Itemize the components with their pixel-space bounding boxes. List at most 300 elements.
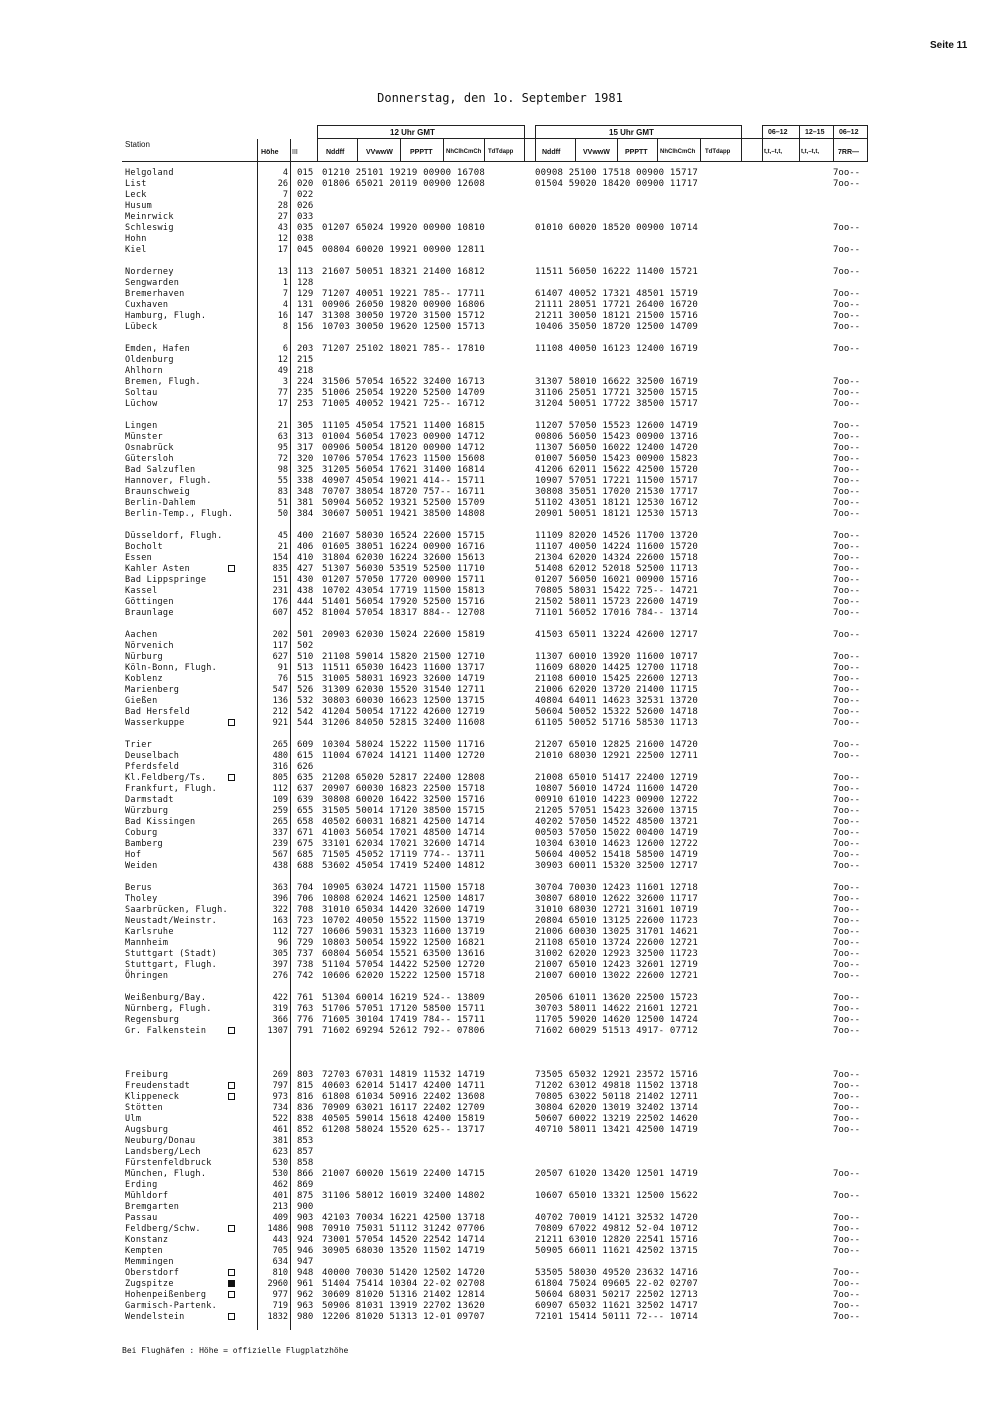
station-name: Nürburg	[125, 652, 163, 662]
station-name: Regensburg	[125, 1015, 180, 1025]
station-number: 742	[297, 971, 314, 981]
station-number: 704	[297, 883, 314, 893]
station-number: 908	[297, 1224, 314, 1234]
station-height: 91	[277, 663, 288, 673]
station-number: 761	[297, 993, 314, 1003]
station-number: 727	[297, 927, 314, 937]
header-06-12: 06–12	[768, 129, 788, 136]
station-number: 866	[297, 1169, 314, 1179]
observation-12utc: 40505 59014 15618 42400 15819	[322, 1114, 485, 1124]
station-height: 269	[272, 1070, 288, 1080]
precip-group: 7oo--	[833, 1290, 861, 1300]
station-name: Trier	[125, 740, 153, 750]
observation-15utc: 21211 30050 18121 21500 15716	[535, 311, 698, 321]
station-height: 136	[272, 696, 288, 706]
observation-15utc: 61105 50052 51716 58530 11713	[535, 718, 698, 728]
header-12-td: TdTdapp	[488, 149, 514, 155]
station-name: Gießen	[125, 696, 158, 706]
station-name: Münster	[125, 432, 163, 442]
observation-15utc: 71101 56052 17016 784-- 13714	[535, 608, 698, 618]
observation-12utc: 51401 56054 17920 52500 15716	[322, 597, 485, 607]
station-name: Aachen	[125, 630, 158, 640]
sep-12-b	[400, 139, 401, 162]
station-name: Hamburg, Flugh.	[125, 311, 207, 321]
station-name: Bremerhaven	[125, 289, 185, 299]
station-number: 020	[297, 179, 314, 189]
station-number: 637	[297, 784, 314, 794]
station-name: Erding	[125, 1180, 158, 1190]
station-height: 17	[277, 399, 288, 409]
station-name: Garmisch-Partenk.	[125, 1301, 218, 1311]
precip-group: 7oo--	[833, 608, 861, 618]
header-hoehe: Höhe	[261, 149, 279, 156]
precip-group: 7oo--	[833, 685, 861, 695]
observation-12utc: 70910 75031 51112 31242 07706	[322, 1224, 485, 1234]
station-name: Meinrwick	[125, 212, 174, 222]
station-number: 738	[297, 960, 314, 970]
station-number: 320	[297, 454, 314, 464]
station-height: 63	[277, 432, 288, 442]
observation-12utc: 71605 30104 17419 784-- 15711	[322, 1015, 485, 1025]
station-height: 21	[277, 421, 288, 431]
precip-group: 7oo--	[833, 1213, 861, 1223]
station-number: 838	[297, 1114, 314, 1124]
station-number: 532	[297, 696, 314, 706]
footnote: Bei Flughäfen : Höhe = offizielle Flugplatzhöhe	[122, 1346, 349, 1355]
station-number: 203	[297, 344, 314, 354]
station-height: 422	[272, 993, 288, 1003]
precip-group: 7oo--	[833, 465, 861, 475]
sep-15-right	[741, 125, 742, 162]
square-icon	[228, 565, 235, 572]
sep-trend-a	[799, 125, 800, 162]
station-height: 705	[272, 1246, 288, 1256]
observation-15utc: 70805 58031 15422 725-- 14721	[535, 586, 698, 596]
station-height: 7	[282, 289, 288, 299]
observation-12utc: 11004 67024 14121 11400 12720	[322, 751, 485, 761]
station-height: 55	[277, 476, 288, 486]
station-height: 117	[272, 641, 288, 651]
station-name: Weißenburg/Bay.	[125, 993, 207, 1003]
observation-15utc: 21007 65010 12423 32601 12719	[535, 960, 698, 970]
station-name: Bad Salzuflen	[125, 465, 196, 475]
observation-12utc: 41003 56054 17021 48500 14714	[322, 828, 485, 838]
station-name: Coburg	[125, 828, 158, 838]
station-number: 858	[297, 1158, 314, 1168]
station-number: 131	[297, 300, 314, 310]
station-number: 708	[297, 905, 314, 915]
observation-15utc: 20507 61020 13420 12501 14719	[535, 1169, 698, 1179]
station-name: Köln-Bonn, Flugh.	[125, 663, 218, 673]
precip-group: 7oo--	[833, 300, 861, 310]
station-name: Augsburg	[125, 1125, 169, 1135]
station-name: Osnabrück	[125, 443, 174, 453]
precip-group: 7oo--	[833, 344, 861, 354]
station-height: 530	[272, 1158, 288, 1168]
precip-group: 7oo--	[833, 1026, 861, 1036]
observation-12utc: 72703 67031 14819 11532 14719	[322, 1070, 485, 1080]
station-number: 253	[297, 399, 314, 409]
precip-group: 7oo--	[833, 751, 861, 761]
station-number: 400	[297, 531, 314, 541]
observation-12utc: 20907 60030 16823 22500 15718	[322, 784, 485, 794]
observation-12utc: 51307 56030 53519 52500 11710	[322, 564, 485, 574]
precip-group: 7oo--	[833, 883, 861, 893]
station-height: 28	[277, 201, 288, 211]
page-number: Seite 11	[930, 40, 968, 51]
observation-12utc: 10905 63024 14721 11500 15718	[322, 883, 485, 893]
station-height: 77	[277, 388, 288, 398]
station-number: 639	[297, 795, 314, 805]
square-icon	[228, 1269, 235, 1276]
station-height: 634	[272, 1257, 288, 1267]
precip-group: 7oo--	[833, 575, 861, 585]
station-height: 623	[272, 1147, 288, 1157]
precip-group: 7oo--	[833, 553, 861, 563]
station-number: 948	[297, 1268, 314, 1278]
station-name: Öhringen	[125, 971, 169, 981]
station-name: List	[125, 179, 147, 189]
filled-square-icon	[228, 1280, 235, 1287]
precip-group: 7oo--	[833, 1268, 861, 1278]
station-number: 675	[297, 839, 314, 849]
observation-15utc: 41206 62011 15622 42500 15720	[535, 465, 698, 475]
precip-group: 7oo--	[833, 773, 861, 783]
station-number: 438	[297, 586, 314, 596]
sep-12-right	[524, 125, 525, 162]
observation-12utc: 30803 60030 16623 12500 13715	[322, 696, 485, 706]
station-height: 397	[272, 960, 288, 970]
station-height: 202	[272, 630, 288, 640]
station-name: Feldberg/Schw.	[125, 1224, 201, 1234]
station-name: Stötten	[125, 1103, 163, 1113]
station-name: Bad Lippspringe	[125, 575, 207, 585]
observation-15utc: 21007 60010 13022 22600 12721	[535, 971, 698, 981]
station-height: 810	[272, 1268, 288, 1278]
observation-12utc: 10304 58024 15222 11500 11716	[322, 740, 485, 750]
header-group-15: 15 Uhr GMT	[609, 128, 654, 137]
station-height: 151	[272, 575, 288, 585]
station-height: 72	[277, 454, 288, 464]
precip-group: 7oo--	[833, 1169, 861, 1179]
precip-group: 7oo--	[833, 509, 861, 519]
station-height: 443	[272, 1235, 288, 1245]
observation-15utc: 71602 60029 51513 4917- 07712	[535, 1026, 698, 1036]
header-group-12: 12 Uhr GMT	[390, 128, 435, 137]
observation-15utc: 21006 60030 13025 31701 14621	[535, 927, 698, 937]
station-name: Würzburg	[125, 806, 169, 816]
header-rule-bottom	[122, 161, 867, 162]
station-height: 797	[272, 1081, 288, 1091]
station-name: Bad Kissingen	[125, 817, 196, 827]
station-number: 430	[297, 575, 314, 585]
precip-group: 7oo--	[833, 795, 861, 805]
station-name: Braunlage	[125, 608, 174, 618]
station-name: Gr. Falkenstein	[125, 1026, 207, 1036]
station-name: Weiden	[125, 861, 158, 871]
station-number: 763	[297, 1004, 314, 1014]
station-name: Kl.Feldberg/Ts.	[125, 773, 207, 783]
station-name: Braunschweig	[125, 487, 191, 497]
precip-group: 7oo--	[833, 894, 861, 904]
precip-group: 7oo--	[833, 1312, 861, 1322]
precip-group: 7oo--	[833, 267, 861, 277]
station-number: 947	[297, 1257, 314, 1267]
station-height: 95	[277, 443, 288, 453]
precip-group: 7oo--	[833, 1004, 861, 1014]
precip-group: 7oo--	[833, 476, 861, 486]
station-number: 502	[297, 641, 314, 651]
header-15-vvwww: VVwwW	[583, 149, 610, 156]
station-height: 719	[272, 1301, 288, 1311]
station-number: 384	[297, 509, 314, 519]
precip-group: 7oo--	[833, 784, 861, 794]
station-height: 27	[277, 212, 288, 222]
station-name: Wasserkuppe	[125, 718, 185, 728]
station-number: 128	[297, 278, 314, 288]
observation-15utc: 21108 60010 15425 22600 12713	[535, 674, 698, 684]
station-name: Mannheim	[125, 938, 169, 948]
precip-group: 7oo--	[833, 245, 861, 255]
observation-12utc: 31010 65034 14420 32600 14719	[322, 905, 485, 915]
observation-12utc: 01210 25101 19219 00900 16708	[322, 168, 485, 178]
station-name: Stuttgart (Stadt)	[125, 949, 218, 959]
observation-12utc: 71505 45052 17119 774-- 13711	[322, 850, 485, 860]
observation-12utc: 30607 50051 19421 38500 14808	[322, 509, 485, 519]
header-12-nh: NhClhCmCh	[446, 149, 482, 155]
station-number: 803	[297, 1070, 314, 1080]
top-rule-12	[317, 125, 524, 126]
station-number: 655	[297, 806, 314, 816]
observation-15utc: 00908 25100 17518 00900 15717	[535, 168, 698, 178]
station-height: 17	[277, 245, 288, 255]
observation-15utc: 10304 63010 14623 12600 12722	[535, 839, 698, 849]
station-name: Schleswig	[125, 223, 174, 233]
station-height: 409	[272, 1213, 288, 1223]
station-height: 401	[272, 1191, 288, 1201]
precip-group: 7oo--	[833, 718, 861, 728]
observation-12utc: 51006 25054 19220 52500 14709	[322, 388, 485, 398]
station-height: 805	[272, 773, 288, 783]
station-name: Bocholt	[125, 542, 163, 552]
station-name: Soltau	[125, 388, 158, 398]
station-height: 112	[272, 927, 288, 937]
station-number: 113	[297, 267, 314, 277]
observation-12utc: 71602 69294 52612 792-- 07806	[322, 1026, 485, 1036]
station-name: Frankfurt, Flugh.	[125, 784, 218, 794]
station-name: Hohenpeißenberg	[125, 1290, 207, 1300]
top-rule-trend	[762, 125, 867, 126]
station-name: Cuxhaven	[125, 300, 169, 310]
observation-12utc: 10803 50054 15922 12500 16821	[322, 938, 485, 948]
precip-group: 7oo--	[833, 927, 861, 937]
station-number: 406	[297, 542, 314, 552]
square-icon	[228, 719, 235, 726]
observation-15utc: 10907 57051 17221 11500 15717	[535, 476, 698, 486]
station-number: 900	[297, 1202, 314, 1212]
observation-15utc: 40702 70019 14121 32532 14720	[535, 1213, 698, 1223]
observation-15utc: 51102 43051 18121 12530 16712	[535, 498, 698, 508]
observation-12utc: 70909 63021 16117 22402 12709	[322, 1103, 485, 1113]
observation-12utc: 30905 68030 13520 11502 14719	[322, 1246, 485, 1256]
observation-15utc: 21207 65010 12825 21600 14720	[535, 740, 698, 750]
observation-12utc: 00804 60020 19921 00900 12811	[322, 245, 485, 255]
observation-12utc: 20903 62030 15024 22600 15819	[322, 630, 485, 640]
observation-12utc: 00906 50054 18120 00900 14712	[322, 443, 485, 453]
header-15-nddff: Nddff	[542, 149, 561, 156]
observation-12utc: 71005 40052 19421 725-- 16712	[322, 399, 485, 409]
observation-12utc: 40603 62014 51417 42400 14711	[322, 1081, 485, 1091]
precip-group: 7oo--	[833, 652, 861, 662]
station-number: 317	[297, 443, 314, 453]
observation-12utc: 31206 84050 52815 32400 11608	[322, 718, 485, 728]
precip-group: 7oo--	[833, 960, 861, 970]
precip-group: 7oo--	[833, 1081, 861, 1091]
precip-group: 7oo--	[833, 971, 861, 981]
header-12-nddff: Nddff	[326, 149, 345, 156]
observation-12utc: 21007 60020 15619 22400 14715	[322, 1169, 485, 1179]
station-name: Kassel	[125, 586, 158, 596]
station-height: 547	[272, 685, 288, 695]
observation-12utc: 53602 45054 17419 52400 14812	[322, 861, 485, 871]
observation-12utc: 70707 38054 18720 757-- 16711	[322, 487, 485, 497]
station-name: Lübeck	[125, 322, 158, 332]
station-number: 609	[297, 740, 314, 750]
station-number: 313	[297, 432, 314, 442]
station-name: Freudenstadt	[125, 1081, 191, 1091]
sep-trend-right	[867, 125, 868, 162]
station-name: Norderney	[125, 267, 174, 277]
station-name: Berlin-Temp., Flugh.	[125, 509, 234, 519]
precip-group: 7oo--	[833, 674, 861, 684]
observation-15utc: 72101 15414 50111 72--- 10714	[535, 1312, 698, 1322]
observation-12utc: 31804 62030 16224 32600 15613	[322, 553, 485, 563]
station-number: 962	[297, 1290, 314, 1300]
station-number: 526	[297, 685, 314, 695]
observation-12utc: 21607 58030 16524 22600 15715	[322, 531, 485, 541]
station-name: Ahlhorn	[125, 366, 163, 376]
header-t2: t,t,–t,t,	[801, 149, 819, 155]
observation-15utc: 21010 68030 12921 22500 12711	[535, 751, 698, 761]
station-name: Husum	[125, 201, 153, 211]
observation-15utc: 11609 68020 14425 12700 11718	[535, 663, 698, 673]
station-number: 791	[297, 1026, 314, 1036]
station-height: 462	[272, 1180, 288, 1190]
precip-group: 7oo--	[833, 1070, 861, 1080]
station-height: 13	[277, 267, 288, 277]
sep-12-left	[317, 125, 318, 162]
header-06-12b: 06–12	[839, 129, 859, 136]
observation-15utc: 61804 75024 09605 22-02 02707	[535, 1279, 698, 1289]
observation-15utc: 31204 50051 17722 38500 15717	[535, 399, 698, 409]
precip-group: 7oo--	[833, 542, 861, 552]
observation-15utc: 20804 65010 13125 22600 11723	[535, 916, 698, 926]
station-number: 022	[297, 190, 314, 200]
station-number: 924	[297, 1235, 314, 1245]
observation-12utc: 33101 62034 17021 32600 14714	[322, 839, 485, 849]
observation-15utc: 21108 65010 13724 22600 12721	[535, 938, 698, 948]
precip-group: 7oo--	[833, 663, 861, 673]
station-height: 977	[272, 1290, 288, 1300]
precip-group: 7oo--	[833, 498, 861, 508]
station-height: 305	[272, 949, 288, 959]
observation-15utc: 70809 67022 49812 52-04 10712	[535, 1224, 698, 1234]
station-name: Ulm	[125, 1114, 142, 1124]
header-12-pppp: PPPTT	[410, 149, 433, 156]
station-height: 21	[277, 542, 288, 552]
station-number: 325	[297, 465, 314, 475]
precip-group: 7oo--	[833, 1279, 861, 1289]
observation-12utc: 51304 60014 16219 524-- 13809	[322, 993, 485, 1003]
header-12-15: 12–15	[805, 129, 825, 136]
station-name: Nörvenich	[125, 641, 174, 651]
sep-12-d	[484, 139, 485, 162]
station-name: Oberstdorf	[125, 1268, 180, 1278]
station-number: 815	[297, 1081, 314, 1091]
station-number: 235	[297, 388, 314, 398]
observation-15utc: 30703 58011 14622 21601 12721	[535, 1004, 698, 1014]
observation-15utc: 01207 56050 16021 00900 15716	[535, 575, 698, 585]
observation-15utc: 01010 60020 18520 00900 10714	[535, 223, 698, 233]
station-number: 501	[297, 630, 314, 640]
precip-group: 7oo--	[833, 454, 861, 464]
square-icon	[228, 1291, 235, 1298]
observation-12utc: 40502 60031 16821 42500 14714	[322, 817, 485, 827]
header-rr: 7RR—	[838, 149, 860, 156]
station-height: 51	[277, 498, 288, 508]
top-rule-15	[535, 125, 741, 126]
observation-15utc: 30807 68010 12622 32600 11717	[535, 894, 698, 904]
station-name: Berus	[125, 883, 153, 893]
station-name: Hohn	[125, 234, 147, 244]
precip-group: 7oo--	[833, 707, 861, 717]
precip-group: 7oo--	[833, 806, 861, 816]
observation-12utc: 21607 50051 18321 21400 16812	[322, 267, 485, 277]
station-number: 980	[297, 1312, 314, 1322]
station-number: 852	[297, 1125, 314, 1135]
observation-12utc: 10606 62020 15222 12500 15718	[322, 971, 485, 981]
station-number: 038	[297, 234, 314, 244]
station-name: Deuselbach	[125, 751, 180, 761]
square-icon	[228, 1027, 235, 1034]
station-number: 129	[297, 289, 314, 299]
observation-12utc: 31505 50014 17120 38500 15715	[322, 806, 485, 816]
observation-15utc: 21008 65010 51417 22400 12719	[535, 773, 698, 783]
station-name: Bamberg	[125, 839, 163, 849]
observation-15utc: 21502 58011 15723 22600 14719	[535, 597, 698, 607]
precip-group: 7oo--	[833, 399, 861, 409]
station-height: 16	[277, 311, 288, 321]
station-height: 381	[272, 1136, 288, 1146]
station-number: 903	[297, 1213, 314, 1223]
station-height: 96	[277, 938, 288, 948]
station-name: Kempten	[125, 1246, 163, 1256]
station-height: 322	[272, 905, 288, 915]
observation-12utc: 21108 59014 15820 21500 12710	[322, 652, 485, 662]
station-number: 836	[297, 1103, 314, 1113]
station-height: 337	[272, 828, 288, 838]
observation-15utc: 10807 56010 14724 11600 14720	[535, 784, 698, 794]
station-name: Darmstadt	[125, 795, 174, 805]
observation-15utc: 11107 40050 14224 11600 15720	[535, 542, 698, 552]
observation-15utc: 31010 68030 12721 31601 10719	[535, 905, 698, 915]
station-height: 163	[272, 916, 288, 926]
station-height: 835	[272, 564, 288, 574]
station-name: Bad Hersfeld	[125, 707, 191, 717]
station-number: 706	[297, 894, 314, 904]
station-height: 8	[282, 322, 288, 332]
station-name: Lüchow	[125, 399, 158, 409]
